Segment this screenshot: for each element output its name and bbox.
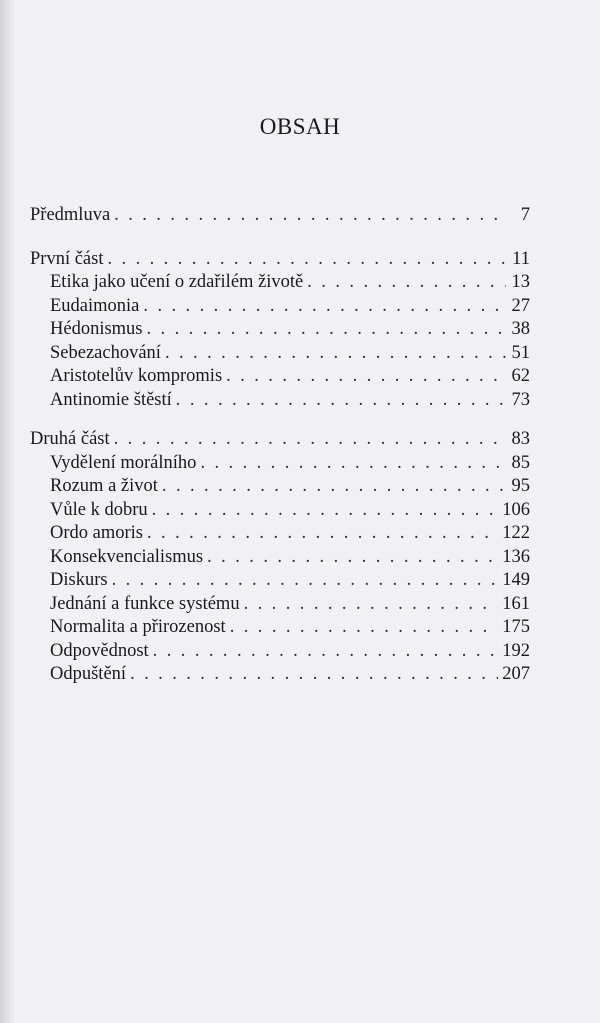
toc-entry[interactable]: [30, 295, 530, 319]
toc-entry-page: 122: [502, 523, 530, 543]
toc-entry-druha-cast[interactable]: [30, 428, 530, 452]
toc-entry[interactable]: [30, 522, 530, 546]
toc-entry[interactable]: [30, 499, 530, 523]
toc-leader-dots: [107, 248, 506, 272]
toc-entry[interactable]: [30, 569, 530, 593]
toc-entry-page: 106: [502, 499, 530, 520]
toc-entry-label: Etika jako učení o zdařilém životě: [50, 272, 304, 292]
toc-entry-label: Eudaimonia: [50, 295, 140, 316]
toc-leader-dots: [176, 389, 506, 413]
toc-entry-label: Konsekvencialismus: [50, 546, 204, 567]
toc-leader-dots: [112, 569, 499, 593]
toc-leader-dots: [114, 204, 506, 228]
toc-entry-label: Sebezachování: [50, 342, 161, 363]
toc-entry[interactable]: [30, 271, 530, 295]
toc-entry[interactable]: [30, 546, 530, 570]
toc-entry-page: 62: [511, 366, 530, 386]
toc-leader-dots: [153, 640, 499, 664]
toc-entry-page: 149: [502, 570, 530, 590]
toc-entry-page: 95: [511, 476, 530, 496]
toc-entry[interactable]: [30, 593, 530, 617]
toc-leader-dots: [244, 593, 499, 617]
toc-entry[interactable]: [30, 475, 530, 499]
table-of-contents: [30, 204, 530, 687]
toc-entry-label: Předmluva: [30, 205, 111, 225]
toc-entry-page: 161: [502, 593, 530, 614]
toc-entry[interactable]: [30, 616, 530, 640]
toc-entry-label: Vůle k dobru: [50, 499, 148, 520]
toc-entry-label: První část: [30, 248, 104, 269]
toc-leader-dots: [165, 342, 506, 366]
toc-entry-page: 136: [502, 546, 530, 567]
toc-entry-prvni-cast[interactable]: [30, 248, 530, 272]
toc-entry-page: 13: [511, 272, 530, 292]
toc-entry-page: 11: [512, 248, 530, 269]
toc-entry[interactable]: [30, 318, 530, 342]
toc-entry-page: 85: [511, 452, 530, 473]
toc-leader-dots: [147, 522, 498, 546]
toc-leader-dots: [130, 663, 498, 687]
toc-leader-dots: [152, 499, 499, 523]
toc-leader-dots: [162, 475, 506, 499]
toc-entry-page: 38: [511, 319, 530, 339]
toc-leader-dots: [114, 428, 506, 452]
toc-leader-dots: [226, 365, 506, 389]
toc-entry-label: Odpuštění: [50, 664, 127, 684]
page-title: OBSAH: [259, 114, 341, 139]
toc-entry[interactable]: [30, 365, 530, 389]
toc-entry-page: 207: [502, 664, 530, 684]
toc-entry[interactable]: [30, 663, 530, 687]
toc-entry-page: 175: [502, 617, 530, 637]
toc-leader-dots: [143, 295, 506, 319]
toc-entry-label: Rozum a život: [50, 476, 158, 496]
toc-entry[interactable]: [30, 389, 530, 413]
toc-entry-label: Ordo amoris: [50, 523, 143, 543]
toc-entry-label: Druhá část: [30, 429, 110, 449]
toc-entry[interactable]: [30, 640, 530, 664]
toc-entry-page: 73: [511, 389, 530, 410]
toc-leader-dots: [307, 271, 506, 295]
toc-entry-label: Odpovědnost: [50, 640, 149, 661]
toc-entry[interactable]: [30, 452, 530, 476]
toc-leader-dots: [147, 318, 507, 342]
toc-leader-dots: [200, 452, 506, 476]
toc-entry-label: Antinomie štěstí: [50, 389, 172, 410]
toc-entry-label: Jednání a funkce systému: [50, 593, 240, 614]
toc-entry-page: 83: [511, 429, 530, 449]
toc-entry-label: Normalita a přirozenost: [50, 617, 226, 637]
toc-entry-label: Vydělení morálního: [50, 452, 197, 473]
toc-entry-page: 7: [520, 205, 530, 225]
toc-entry[interactable]: [30, 342, 530, 366]
toc-entry-page: 27: [511, 295, 530, 316]
toc-entry-page: 51: [511, 342, 530, 363]
toc-entry-label: Diskurs: [50, 570, 108, 590]
toc-entry-page: 192: [502, 640, 530, 661]
toc-entry-label: Aristotelův kompromis: [50, 366, 223, 386]
toc-entry-predmluva[interactable]: [30, 204, 530, 228]
toc-entry-label: Hédonismus: [50, 319, 143, 339]
toc-leader-dots: [230, 616, 499, 640]
toc-leader-dots: [207, 546, 498, 570]
